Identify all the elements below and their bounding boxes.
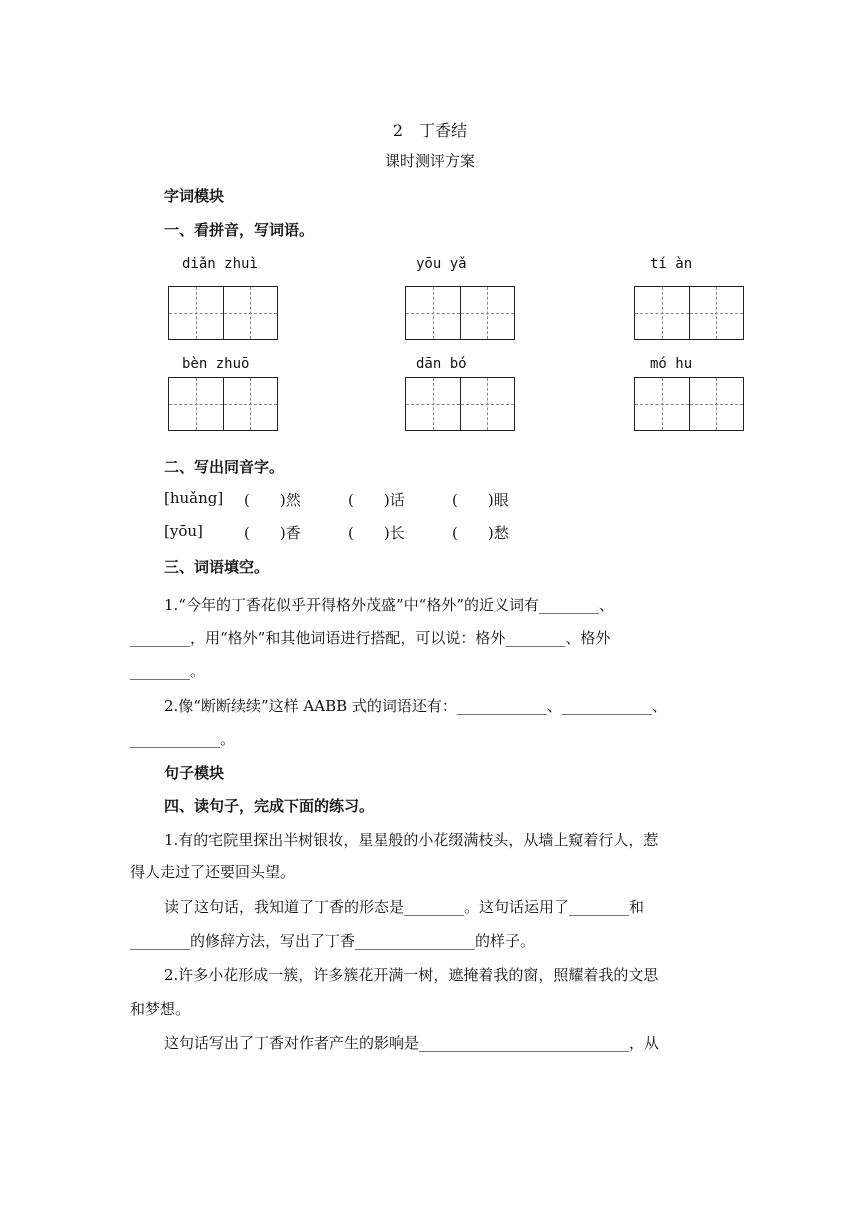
pinyin-label: diǎn zhuì [182,256,258,272]
sentence-line: 2.许多小花形成一簇，许多簇花开满一树，遮掩着我的窗，照耀着我的文思 [164,966,659,984]
fill-line[interactable]: 读了这句话，我知道了丁香的形态是________。这句话运用了________和 [164,898,645,916]
pinyin-label: yōu yǎ [416,256,467,272]
homophone-blank[interactable]: ( )然 [244,491,301,509]
fill-line[interactable]: ________，用“格外”和其他词语进行搭配，可以说：格外________、格外 [130,629,611,647]
fill-line[interactable]: 2.像“断断续续”这样 AABB 式的词语还有：____________、____________、 [164,697,667,715]
writing-grid[interactable] [405,286,515,340]
writing-grid[interactable] [168,286,278,340]
fill-line[interactable]: 1.“今年的丁香花似乎开得格外茂盛”中“格外”的近义词有________、 [164,596,614,614]
page-title: 2 丁香结 [392,121,468,140]
writing-grid[interactable] [168,377,278,431]
fill-line[interactable]: ________的修辞方法，写出了丁香________________的样子。 [130,932,536,950]
writing-grid[interactable] [634,377,744,431]
homophone-blank[interactable]: ( )香 [244,524,301,542]
fill-line[interactable]: ________。 [130,662,206,680]
pinyin-label: tí àn [650,256,693,272]
pinyin-label: dān bó [416,356,467,372]
section-sentence-heading: 句子模块 [164,764,225,782]
question-1-heading: 一、看拼音，写词语。 [164,221,315,239]
writing-grid[interactable] [634,286,744,340]
sentence-line: 1.有的宅院里探出半树银妆，星星般的小花缀满枝头，从墙上窥着行人，惹 [164,831,659,849]
homophone-blank[interactable]: ( )长 [348,524,405,542]
sentence-line: 和梦想。 [130,1000,191,1018]
page-subtitle: 课时测评方案 [384,152,475,170]
fill-line[interactable]: 这句话写出了丁香对作者产生的影响是____________________________，从 [164,1034,660,1052]
homophone-pinyin: [yōu] [164,522,203,540]
pinyin-label: bèn zhuō [182,356,250,372]
question-4-heading: 四、读句子，完成下面的练习。 [164,797,375,815]
question-2-heading: 二、写出同音字。 [164,458,285,476]
homophone-pinyin: [huǎng] [164,489,224,507]
section-word-heading: 字词模块 [164,187,225,205]
homophone-blank[interactable]: ( )愁 [452,524,509,542]
pinyin-label: mó hu [650,356,693,372]
writing-grid[interactable] [405,377,515,431]
homophone-blank[interactable]: ( )眼 [452,491,509,509]
homophone-blank[interactable]: ( )话 [348,491,405,509]
fill-line[interactable]: ____________。 [130,730,236,748]
question-3-heading: 三、词语填空。 [164,558,270,576]
sentence-line: 得人走过了还要回头望。 [130,863,296,881]
